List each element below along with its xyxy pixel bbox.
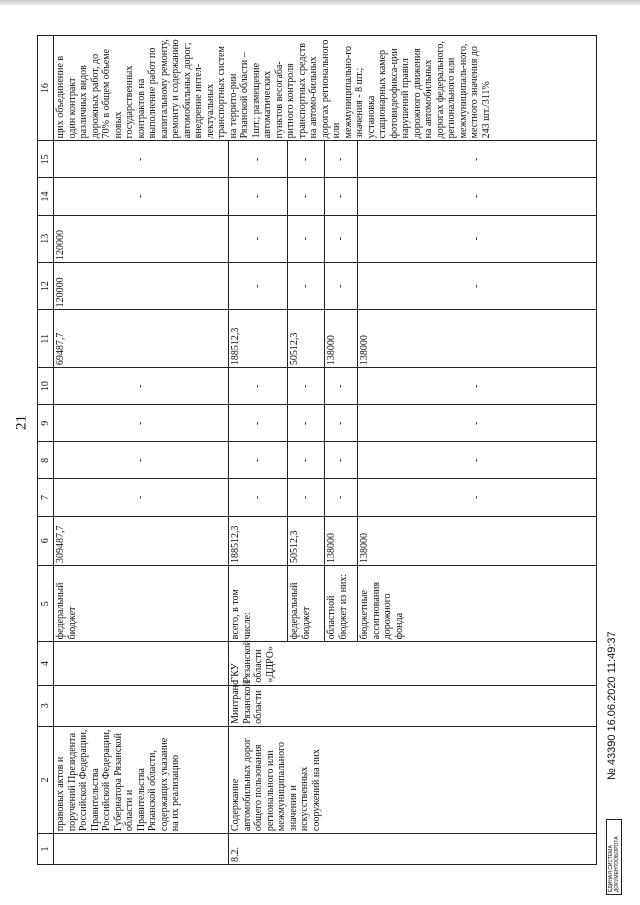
header-row — [38, 36, 54, 865]
year-amount: - — [288, 405, 325, 442]
year-amount: 188512,3 — [229, 310, 288, 368]
funding-source: областной бюджет из них: — [325, 566, 358, 642]
year-amount: - — [358, 178, 597, 215]
header-cell: 15 — [38, 141, 54, 178]
year-amount: - — [229, 178, 288, 215]
year-amount: - — [325, 178, 358, 215]
header-cell: 6 — [38, 516, 54, 565]
year-amount: - — [288, 479, 325, 516]
edo-badge — [606, 819, 622, 895]
program-table — [37, 35, 597, 865]
responsible — [54, 685, 229, 726]
funding-source: всего, в том числе: — [229, 566, 288, 642]
year-amount: - — [54, 178, 229, 215]
header-cell: 3 — [38, 685, 54, 726]
table-row — [229, 36, 288, 865]
total-amount: 309487,7 — [54, 516, 229, 565]
year-amount: - — [358, 215, 597, 262]
header-cell: 7 — [38, 479, 54, 516]
year-amount: - — [54, 141, 229, 178]
year-amount: - — [229, 442, 288, 479]
header-cell: 5 — [38, 566, 54, 642]
funding-source: бюджетные ассигнования дорожного фонда — [358, 566, 597, 642]
event-name: Содержание автомобильных дорог общего пользования регионального или межмуниципального значения и искусственных сооружений на них — [229, 726, 597, 833]
year-amount: - — [229, 479, 288, 516]
year-amount: - — [54, 368, 229, 405]
year-amount: - — [229, 262, 288, 309]
funding-source: федеральный бюджет — [288, 566, 325, 642]
year-amount: - — [288, 442, 325, 479]
year-amount: - — [54, 405, 229, 442]
header-cell: 14 — [38, 178, 54, 215]
year-amount: - — [325, 215, 358, 262]
total-amount: 50512,3 — [288, 516, 325, 565]
year-amount: - — [54, 479, 229, 516]
badge-line-1: ЕДИНАЯ СИСТЕМА — [608, 845, 614, 892]
row-number — [54, 834, 229, 865]
registration-stamp: № 43390 16.06.2020 11:49:37 — [606, 631, 618, 780]
year-amount: - — [325, 368, 358, 405]
year-amount: - — [288, 141, 325, 178]
year-amount: - — [288, 215, 325, 262]
year-amount: - — [325, 405, 358, 442]
year-amount: - — [358, 479, 597, 516]
year-amount: - — [288, 262, 325, 309]
header-cell: 9 — [38, 405, 54, 442]
year-amount: - — [358, 141, 597, 178]
badge-line-2: ДОКУМЕНТООБОРОТА — [614, 836, 620, 892]
page-number: 21 — [13, 415, 30, 430]
header-cell: 8 — [38, 442, 54, 479]
year-amount: - — [358, 368, 597, 405]
header-cell: 2 — [38, 726, 54, 833]
year-amount: - — [229, 215, 288, 262]
year-amount: - — [229, 368, 288, 405]
year-amount: - — [358, 442, 597, 479]
total-amount: 138000 — [325, 516, 358, 565]
year-amount: 138000 — [358, 310, 597, 368]
year-amount: - — [325, 262, 358, 309]
year-amount: 69487,7 — [54, 310, 229, 368]
header-cell: 11 — [38, 310, 54, 368]
row-number: 8.2. — [229, 834, 597, 865]
rotated-page-content — [37, 35, 615, 865]
responsible: Минтранс Рязанской области — [229, 685, 597, 726]
year-amount: 50512,3 — [288, 310, 325, 368]
participant — [54, 642, 229, 685]
year-amount: - — [288, 368, 325, 405]
year-amount: 120000 — [54, 215, 229, 262]
year-amount: 138000 — [325, 310, 358, 368]
header-cell: 4 — [38, 642, 54, 685]
year-amount: - — [358, 405, 597, 442]
year-amount: - — [325, 479, 358, 516]
year-amount: - — [358, 262, 597, 309]
header-cell: 10 — [38, 368, 54, 405]
participant: ГКУ Рязанской области «ДДРО» — [229, 642, 597, 685]
total-amount: 138000 — [358, 516, 597, 565]
total-amount: 188512,3 — [229, 516, 288, 565]
year-amount: - — [288, 178, 325, 215]
year-amount: - — [54, 442, 229, 479]
event-name: правовых актов и поручений Президента Российской Федерации, Правительства Российской Федерации, Губернатора Рязанской области и Правительства Рязанской области, содержащих указание на их реализацию — [54, 726, 229, 833]
year-amount: - — [229, 141, 288, 178]
header-cell: 1 — [38, 834, 54, 865]
year-amount: - — [229, 405, 288, 442]
header-cell: 13 — [38, 215, 54, 262]
scan-edge — [0, 0, 640, 6]
year-amount: - — [325, 442, 358, 479]
funding-source: федеральный бюджет — [54, 566, 229, 642]
year-amount: 120000 — [54, 262, 229, 309]
header-cell: 12 — [38, 262, 54, 309]
year-amount: - — [325, 141, 358, 178]
header-cell: 16 — [38, 36, 54, 141]
table-row — [54, 36, 229, 865]
expected-results: щих объединение в один контракт различных видов дорожных работ, до 70% в общем объеме новых государственных контрактов на выполнение работ по капитальному ремонту, ремонту и содержанию автомобильных дорог; внедрение интел-лектуальных транспортных систем на террито-рии Рязанской области – 1шт.; размещение автоматических пунктов весогаба-ритного контроля транспортных средств на автомо-бильных дорогах регионального или межмуниципально-го значения - 8 шт.; установка стационарных камер фотовидеофикса-ции нарушений правил дорожного движения на автомобильных дорогах федерального, регионального или межмуниципаль-ного, местного значения до 243 шт./311% — [54, 36, 597, 141]
